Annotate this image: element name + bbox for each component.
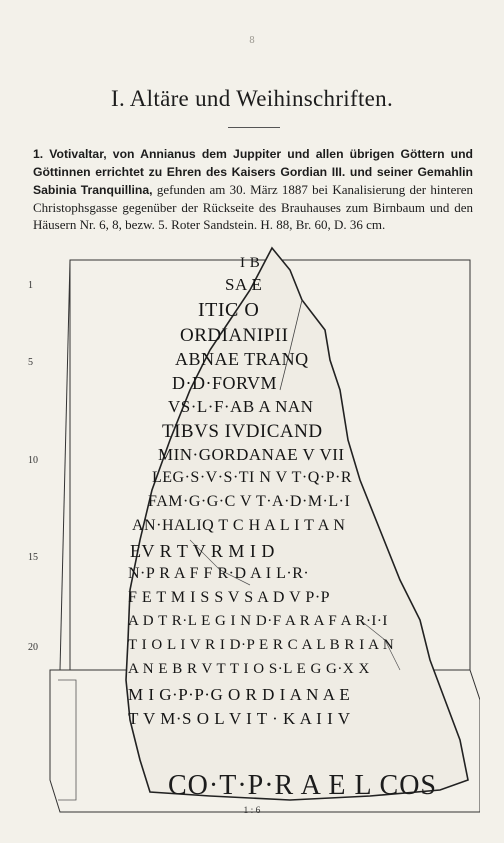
inscription-line: SA E <box>225 275 263 294</box>
entry-lead: 1. Votivaltar, von Annianus dem Juppiter und allen übrigen Göttern und Göttinnen errichtet zu Ehren des Kaisers Gordian III. und seiner Gemahlin Sabinia Tranquillina, <box>33 147 473 197</box>
inscription-line: ORDIANIPII <box>180 325 289 346</box>
inscription-line: N·P R A F F R·D A I L·R· <box>128 565 310 582</box>
inscription-line: ITIC O <box>198 299 260 321</box>
inscription-line: M I G·P·P·G O R D I A N A E <box>128 685 351 704</box>
inscription-line: AN·HALIQ T C H A L I T A N <box>132 517 346 534</box>
inscription-line: MIN·GORDANAE V VII <box>158 445 345 464</box>
line-number-5: 5 <box>28 357 33 368</box>
inscription-line: D·D·FORVM <box>172 373 278 393</box>
inscription-line: T I O L I V R I D·P E R C A L B R I A N <box>128 637 395 653</box>
line-number-10: 10 <box>28 455 38 466</box>
line-number-20: 20 <box>28 642 38 653</box>
inscription-line: VS·L·F·AB A NAN <box>168 397 314 416</box>
inscription-text <box>40 245 480 805</box>
inscription-line: TIBVS IVDICAND <box>162 421 323 442</box>
line-number-15: 15 <box>28 552 38 563</box>
inscription-line: ABNAE TRANQ <box>175 349 309 369</box>
page-number: 8 <box>249 36 255 46</box>
inscription-line: F E T M I S S V S A D V P·P <box>128 589 331 606</box>
section-heading: I. Altäre und Weihinschriften. <box>110 86 393 111</box>
inscription-line: A D T R·L E G I N D·F A R A F A R·I·I <box>128 613 388 629</box>
heading-rule <box>228 127 280 128</box>
entry-description: gefunden am 30. März 1887 bei Kanalisierung der hinteren Christophsgasse gegenüber der Rückseite des Brauhauses zum Birnbaum und den Häusern Nr. 6, 8, bezw. 5. Roter Sandstein. H. 88, Br. 60, D. 36 cm. <box>33 182 473 232</box>
inscription-line: EV R T V R M I D <box>130 541 275 561</box>
inscription-line: I B <box>240 255 261 271</box>
inscription-line: A N E B R V T T I O S·L E G G·X X <box>128 661 370 677</box>
inscription-line: FAM·G·G·C V T·A·D·M·L·I <box>148 493 351 510</box>
inscription-line: LEG·S·V·S·TI N V T·Q·P·R <box>152 469 352 486</box>
catalog-entry <box>33 145 473 233</box>
line-number-1: 1 <box>28 280 33 291</box>
inscription-line: T V M·S O L V I T · K A I I V <box>128 709 351 728</box>
scale-label: 1 : 6 <box>243 806 261 816</box>
inscription-bottom-line: CO·T·P·R A E L COS <box>168 770 437 801</box>
